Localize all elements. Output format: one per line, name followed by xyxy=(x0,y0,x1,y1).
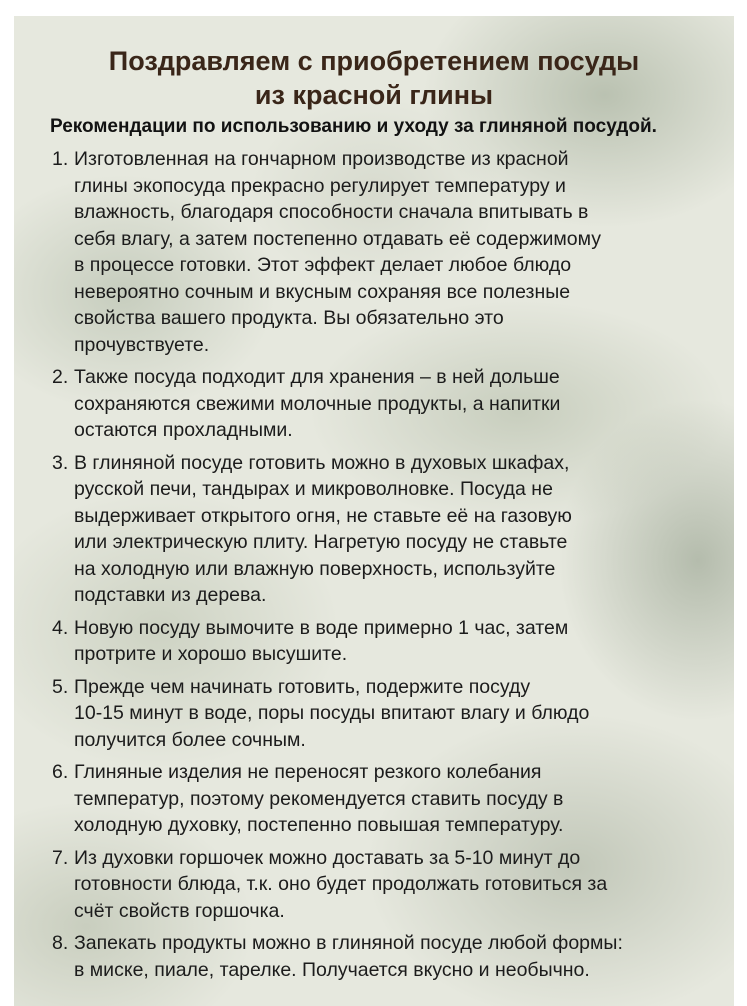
item-number: 4. xyxy=(52,616,69,639)
item-number: 1. xyxy=(52,148,69,170)
item-text-line: Из духовки горшочек можно доставать за 5-10 минут до xyxy=(74,846,581,869)
item-text-line: В глиняной посуде готовить можно в духовых шкафах, xyxy=(74,451,570,474)
item-text-line: Новую посуду вымочите в воде примерно 1 час, затем xyxy=(74,616,569,639)
list-item xyxy=(52,930,724,983)
item-text-line: свойства вашего продукта. Вы обязательно это xyxy=(74,307,504,329)
item-text-line: в процессе готовки. Этот эффект делает любое блюдо xyxy=(74,254,572,276)
item-text-line: Изготовленная на гончарном производстве из красной xyxy=(74,148,569,170)
item-text-line: счёт свойств горшочка. xyxy=(74,899,285,922)
item-text-line: невероятно сочным и вкусным сохраняя все полезные xyxy=(74,280,571,303)
item-text-line: или электрическую плиту. Нагретую посуду не ставьте xyxy=(74,531,568,553)
item-text-line: сохраняются свежими молочные продукты, а напитки xyxy=(74,392,561,415)
item-text-line: себя влагу, а затем постепенно отдавать её содержимому xyxy=(74,227,602,250)
subtitle: Рекомендации по использованию и уходу за глиняной посудой. xyxy=(50,116,657,137)
recommendations-list xyxy=(52,146,724,989)
list-item xyxy=(52,146,724,358)
item-number: 6. xyxy=(52,761,69,783)
item-number: 7. xyxy=(52,846,69,869)
item-number: 8. xyxy=(52,932,69,954)
title-line-2: из красной глины xyxy=(254,80,494,110)
item-text-line: на холодную или влажную поверхность, используйте xyxy=(74,557,556,580)
item-text-line: остаются прохладными. xyxy=(74,419,293,441)
instruction-card xyxy=(14,16,734,1006)
item-text-line: Запекать продукты можно в глиняной посуде любой формы: xyxy=(74,932,623,954)
item-number: 2. xyxy=(52,366,69,388)
item-text-line: глины экопосуда прекрасно регулирует температуру и xyxy=(74,174,566,197)
list-item xyxy=(52,674,724,754)
item-text-line: прочувствуете. xyxy=(74,333,210,356)
item-text-line: протрите и хорошо высушите. xyxy=(74,643,348,665)
item-text-line: подставки из дерева. xyxy=(74,584,267,606)
list-item xyxy=(52,759,724,839)
item-text-line: выдерживает открытого огня, не ставьте её на газовую xyxy=(74,504,572,527)
list-item xyxy=(52,450,724,609)
item-text-line: в миске, пиале, тарелке. Получается вкусно и необычно. xyxy=(74,958,590,981)
item-text-line: влажность, благодаря способности сначала впитывать в xyxy=(74,201,589,223)
list-item xyxy=(52,845,724,925)
item-text-line: Также посуда подходит для хранения – в ней дольше xyxy=(74,366,560,388)
item-text-line: температур, поэтому рекомендуется ставить посуду в xyxy=(74,787,564,810)
list-item xyxy=(52,615,724,668)
item-text-line: 10-15 минут в воде, поры посуды впитают влагу и блюдо xyxy=(74,702,590,724)
item-text-line: русской печи, тандырах и микроволновке. Посуда не xyxy=(74,478,553,500)
item-text-line: Глиняные изделия не переносят резкого колебания xyxy=(74,761,542,783)
list-item xyxy=(52,364,724,444)
item-number: 5. xyxy=(52,675,69,698)
title-line-1: Поздравляем с приобретением посуды xyxy=(108,46,640,76)
item-number: 3. xyxy=(52,451,69,474)
item-text-line: получится более сочным. xyxy=(74,728,306,751)
page-title xyxy=(14,44,734,112)
item-text-line: холодную духовку, постепенно повышая температуру. xyxy=(74,814,564,836)
item-text-line: Прежде чем начинать готовить, подержите посуду xyxy=(74,675,531,698)
item-text-line: готовности блюда, т.к. оно будет продолжать готовиться за xyxy=(74,873,608,895)
